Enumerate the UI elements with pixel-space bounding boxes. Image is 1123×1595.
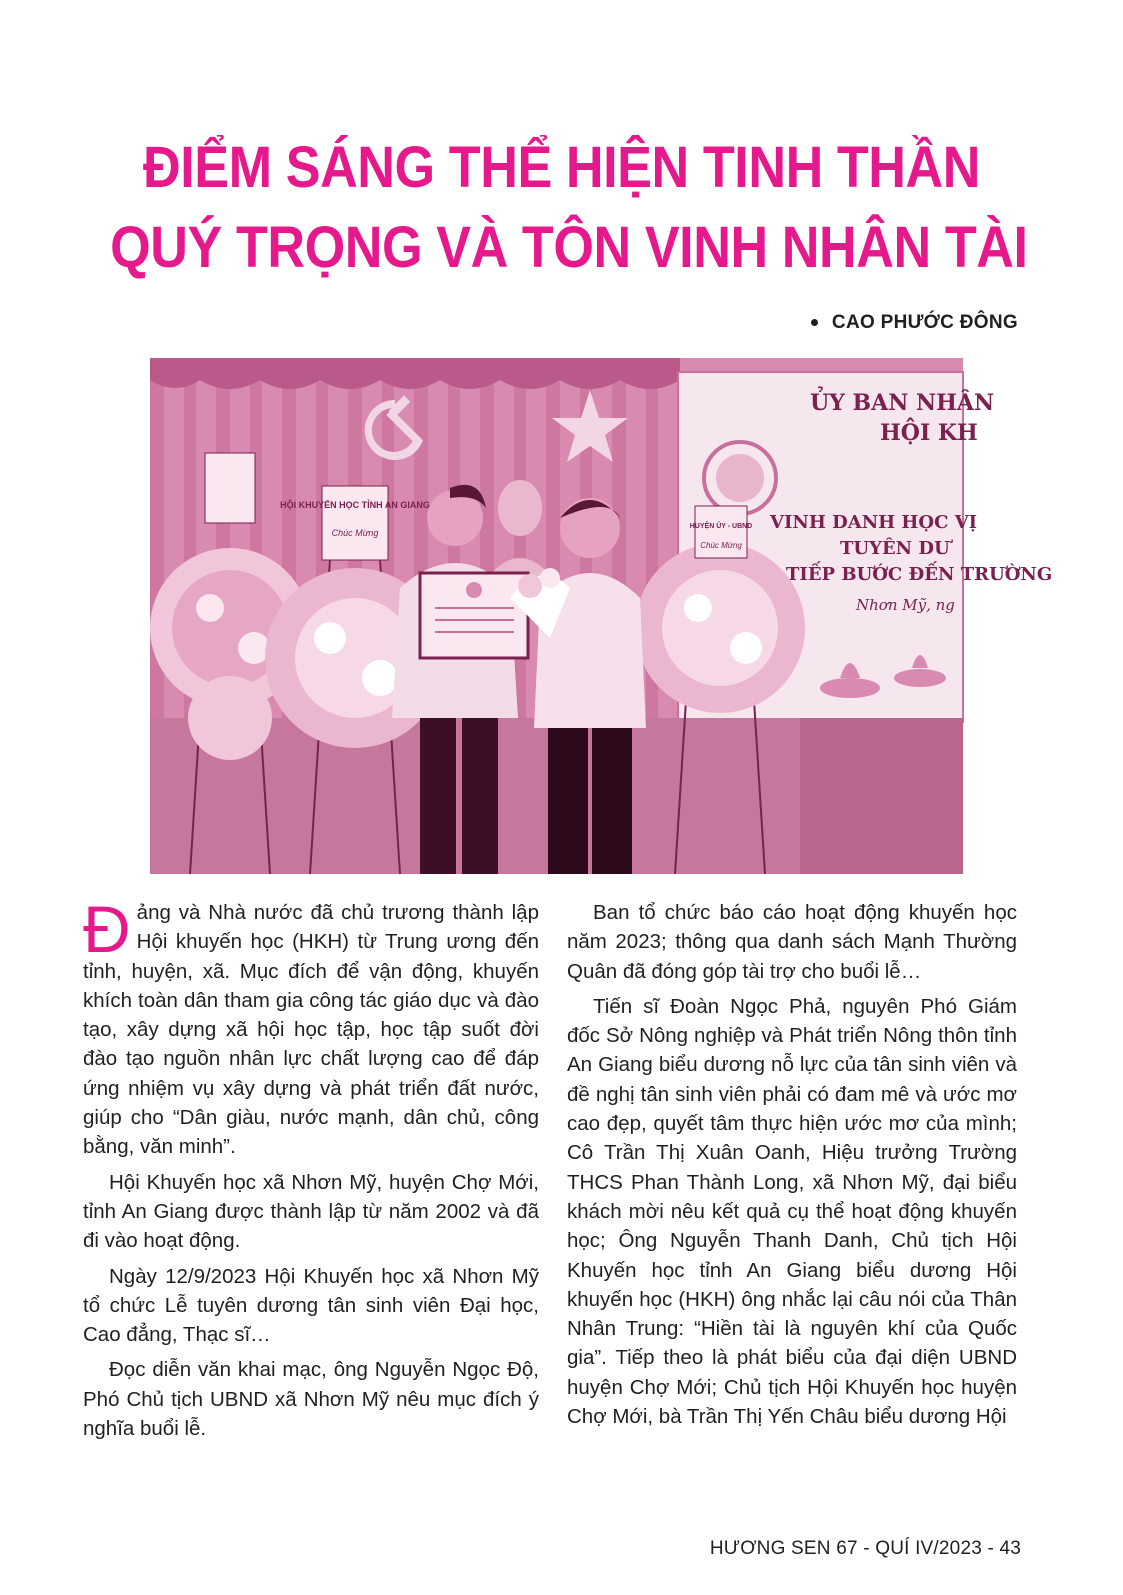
author-byline xyxy=(811,312,1018,334)
banner-line-6: Nhơn Mỹ, ng xyxy=(856,596,955,614)
article-photo xyxy=(150,358,1053,874)
banner-line-2: HỘI KH xyxy=(880,420,978,446)
banner-line-1: ỦY BAN NHÂN xyxy=(810,390,995,416)
article-title xyxy=(110,128,1028,288)
column-right xyxy=(567,898,1017,1431)
banner-line-3: VINH DANH HỌC VỊ xyxy=(770,512,978,533)
banner-line-5: TIẾP BƯỚC ĐẾN TRƯỜNG xyxy=(786,564,1053,585)
wreath-left-sub: Chúc Mừng xyxy=(331,528,379,538)
paragraph-6: Tiến sĩ Đoàn Ngọc Phả, nguyên Phó Giám đốc Sở Nông nghiệp và Phát triển Nông thôn tỉnh An Giang biểu dương nỗ lực của tân sinh viên và đề nghị tân sinh viên phải có đam mê và ước mơ cao đẹp, quyết tâm thực hiện ước mơ của mình; Cô Trần Thị Xuân Oanh, Hiệu trưởng Trường THCS Phan Thành Long, xã Nhơn Mỹ, đại biểu khách mời nêu kết quả cụ thể hoạt động khuyến học; Ông Nguyễn Thanh Danh, Chủ tịch Hội Khuyến học tỉnh An Giang biểu dương Hội khuyến học (HKH) ông nhắc lại câu nói của Thân Nhân Trung: “Hiền tài là nguyên khí của Quốc gia”. Tiếp theo là phát biểu của đại diện UBND huyện Chợ Mới; Chủ tịch Hội Khuyến học huyện Chợ Mới, bà Trần Thị Yến Châu biểu dương Hội xyxy=(567,994,1017,1429)
drop-cap: Đ xyxy=(83,892,131,966)
paragraph-5: Ban tổ chức báo cáo hoạt động khuyến học năm 2023; thông qua danh sách Mạnh Thường Quân đã đóng góp tài trợ cho buổi lễ… xyxy=(567,901,1017,983)
wreath-right-text: HUYỆN ỦY - UBND xyxy=(689,523,753,530)
paragraph-3: Ngày 12/9/2023 Hội Khuyến học xã Nhơn Mỹ tổ chức Lễ tuyên dương tân sinh viên Đại học, Cao đẳng, Thạc sĩ… xyxy=(83,1264,539,1347)
page-footer: HƯƠNG SEN 67 - QUÍ IV/2023 - 43 xyxy=(709,1538,1021,1559)
award-ceremony-illustration xyxy=(150,358,1053,874)
column-left xyxy=(83,892,539,1443)
paragraph-2: Hội Khuyến học xã Nhơn Mỹ, huyện Chợ Mới, tỉnh An Giang được thành lập từ năm 2002 và đã đi vào hoạt động. xyxy=(83,1170,539,1253)
title-line-1: ĐIỂM SÁNG THỂ HIỆN TINH THẦN xyxy=(142,135,981,200)
paragraph-1 xyxy=(83,892,539,1162)
author-name: CAO PHƯỚC ĐÔNG xyxy=(831,312,1018,333)
wreath-left-text: HỘI KHUYẾN HỌC TỈNH AN GIANG xyxy=(280,500,430,510)
banner-line-4: TUYÊN DƯ xyxy=(840,538,950,559)
wreath-right-sub: Chúc Mừng xyxy=(700,541,742,550)
paragraph-1-text: ảng và Nhà nước đã chủ trương thành lập Hội khuyến học (HKH) từ Trung ương đến tỉnh, huyện, xã. Mục đích để vận động, khuyến khích toàn dân tham gia công tác giáo dục và đào tạo, xây dựng xã hội học tập, học tập suốt đời đào tạo nguồn nhân lực chất lượng cao để đáp ứng nhiệm vụ xây dựng và phát triển đất nước, giúp cho “Dân giàu, nước mạnh, dân chủ, công bằng, văn minh”. xyxy=(83,901,539,1159)
title-line-2: QUÝ TRỌNG VÀ TÔN VINH NHÂN TÀI xyxy=(110,215,1028,280)
bullet-icon xyxy=(811,319,818,326)
paragraph-4: Đọc diễn văn khai mạc, ông Nguyễn Ngọc Độ, Phó Chủ tịch UBND xã Nhơn Mỹ nêu mục đích ý nghĩa buổi lễ. xyxy=(83,1358,539,1441)
